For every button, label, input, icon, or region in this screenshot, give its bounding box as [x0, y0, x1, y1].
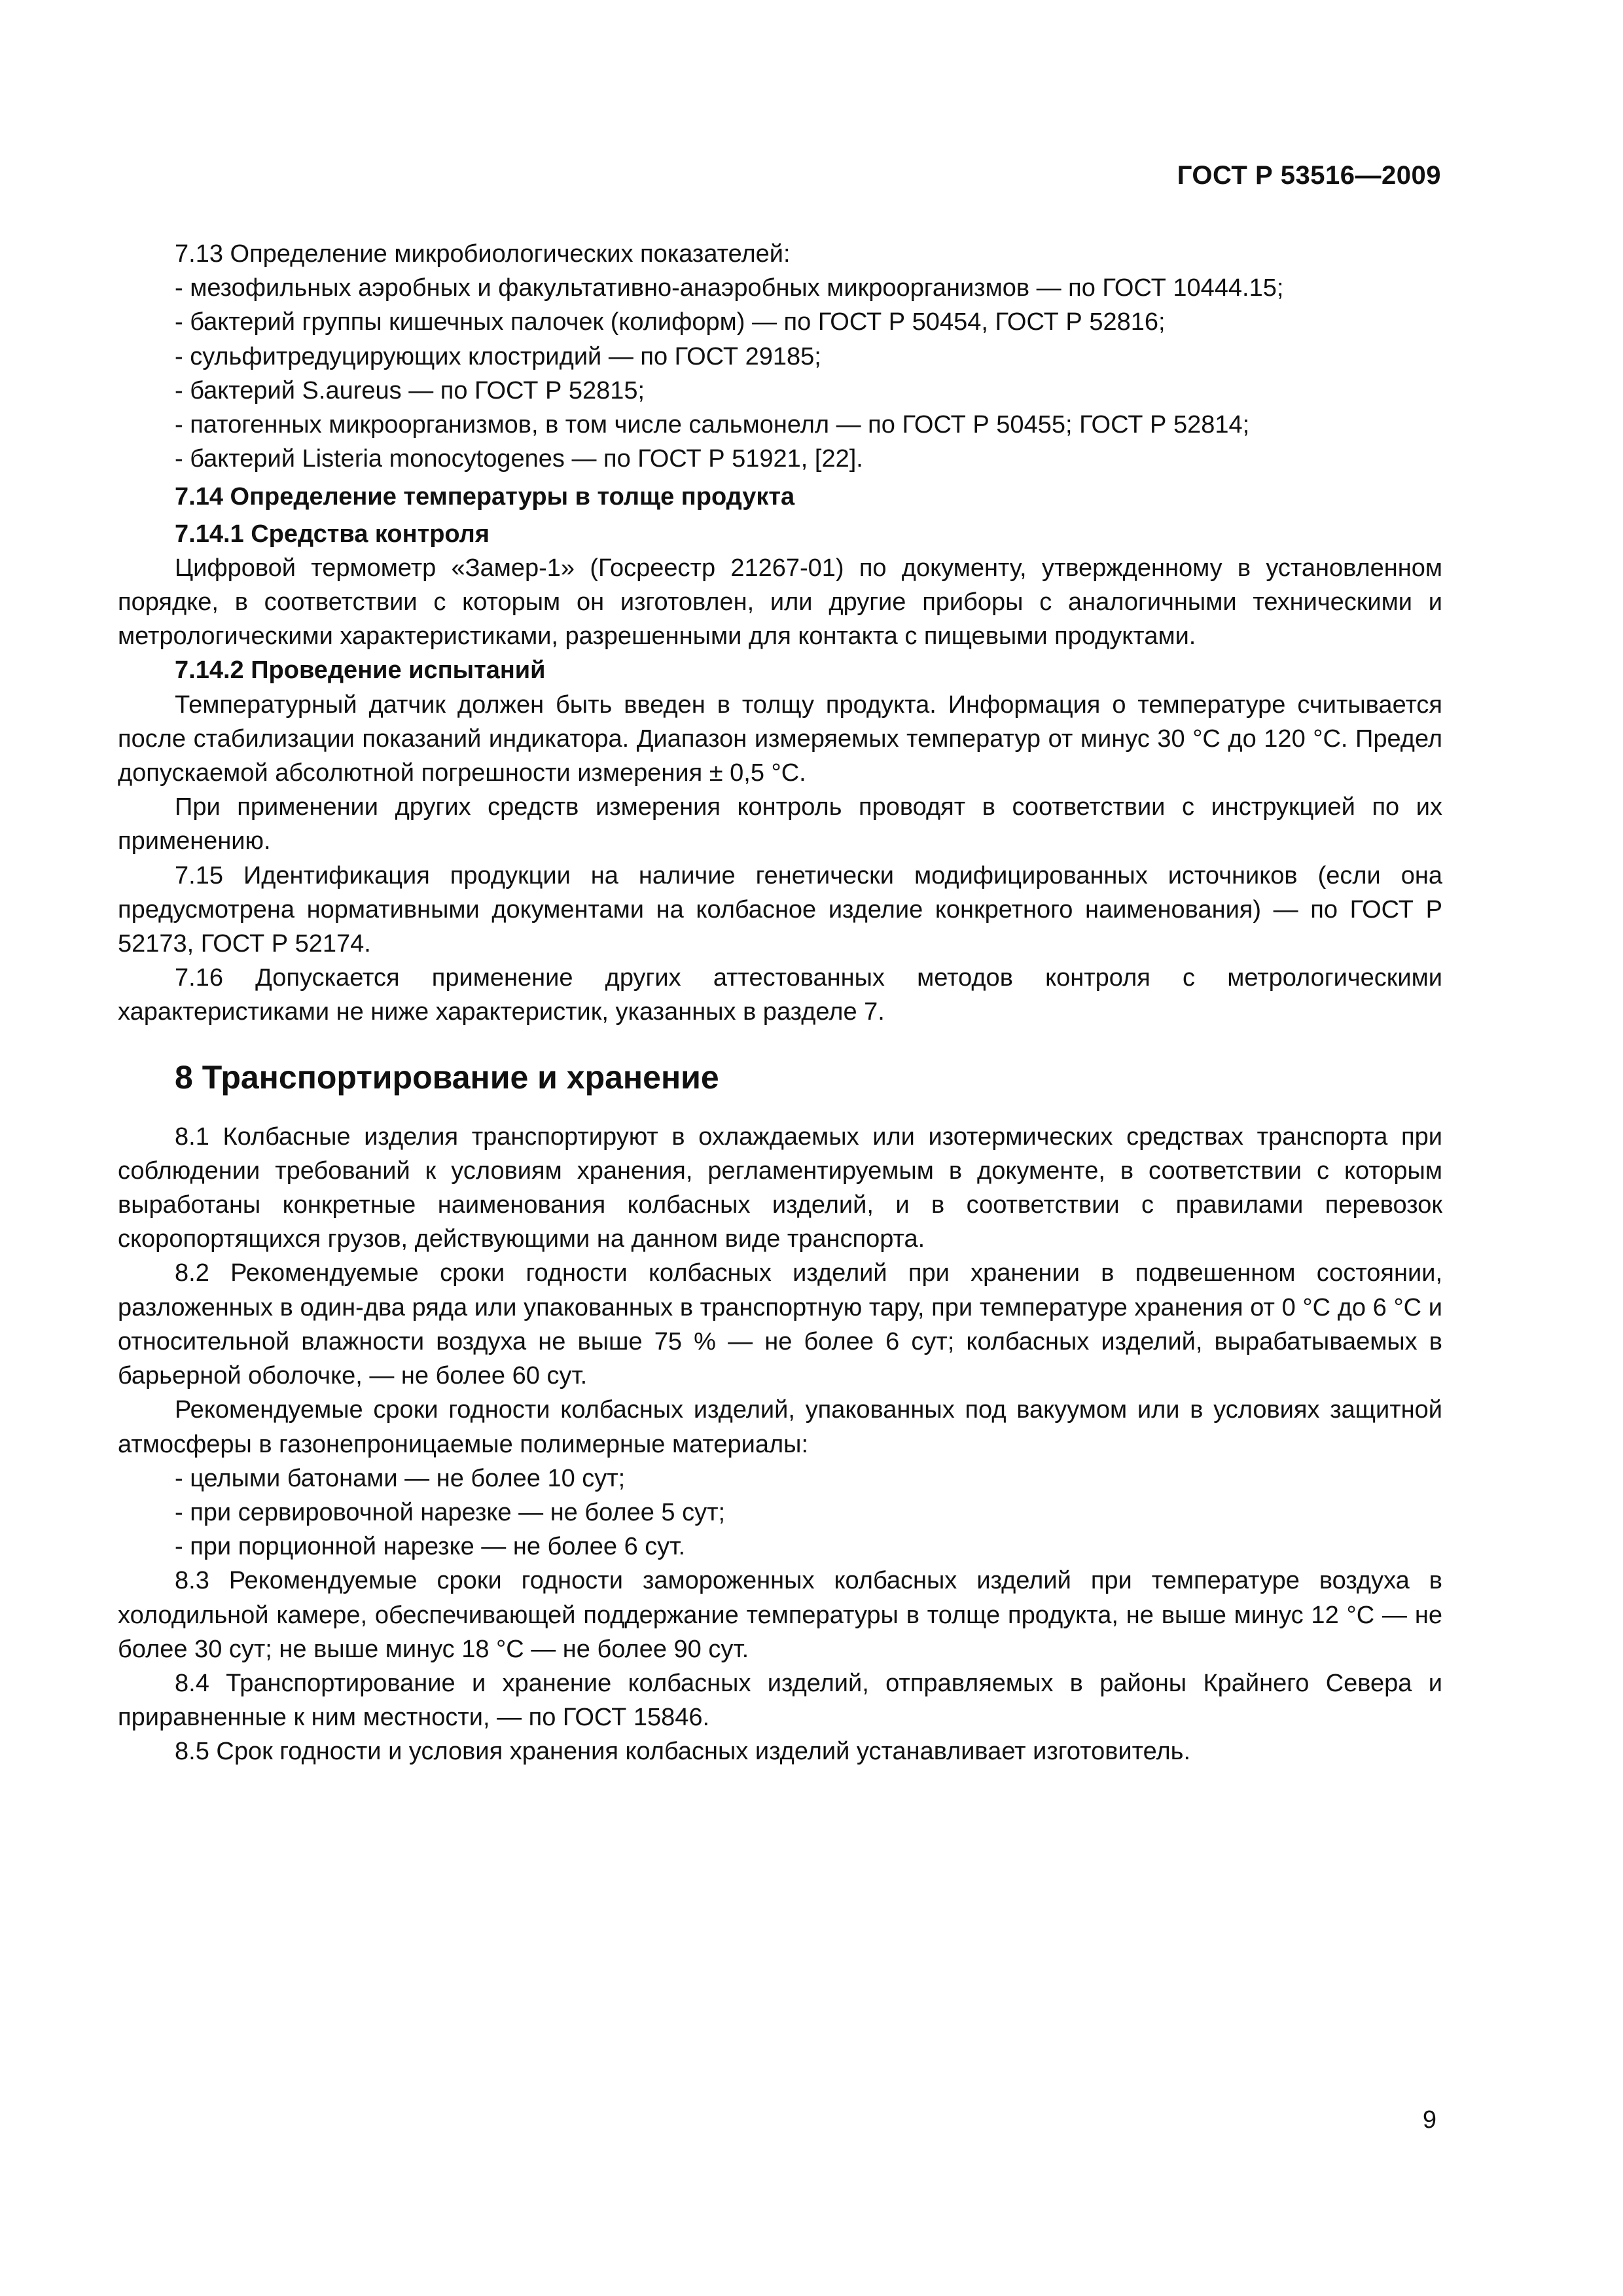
clause-8-3: 8.3 Рекомендуемые сроки годности замороженных колбасных изделий при температуре воздуха в холодильной камере, обеспечивающей поддержание температуры в толще продукта, не выше минус 12 °С — не более 30 сут; не выше минус 18 °С — не более 90 сут. — [118, 1567, 1442, 1663]
clause-7-14-2-text: Температурный датчик должен быть введен в толщу продукта. Информация о температуре считывается после стабилизации показаний индикатора. Диапазон измеряемых температур от минус 30 °С до 120 °С. Предел допускаемой абсолютной погрешности измерения ± 0,5 °С. — [118, 691, 1442, 787]
clause-7-13-intro: 7.13 Определение микробиологических показателей: — [175, 240, 791, 268]
list-item: - при порционной нарезке — не более 6 сут. — [175, 1533, 686, 1561]
clause-8-1: 8.1 Колбасные изделия транспортируют в охлаждаемых или изотермических средствах транспорта при соблюдении требований к условиям хранения, регламентируемым в документе, в соответствии с которым выработаны конкретные наименования колбасных изделий, и в соответствии с правилами перевозок скоропортящихся грузов, действующими на данном виде транспорта. — [118, 1122, 1442, 1253]
list-item: - бактерий S.aureus — по ГОСТ Р 52815; — [175, 376, 645, 404]
clause-7-14-1-heading: 7.14.1 Средства контроля — [175, 520, 490, 548]
clause-7-14-2-text-2: При применении других средств измерения контроль проводят в соответствии с инструкцией по их применению. — [118, 793, 1442, 855]
list-item: - бактерий группы кишечных палочек (колиформ) — по ГОСТ Р 50454, ГОСТ Р 52816; — [175, 308, 1166, 336]
list-item: - при сервировочной нарезке — не более 5 сут; — [175, 1498, 726, 1526]
clause-7-14-2-heading: 7.14.2 Проведение испытаний — [175, 656, 546, 685]
document-code: ГОСТ Р 53516—2009 — [1177, 161, 1441, 190]
section-8-title: 8 Транспортирование и хранение — [175, 1058, 719, 1096]
clause-8-2-packaged: Рекомендуемые сроки годности колбасных изделий, упакованных под вакуумом или в условиях защитной атмосферы в газонепроницаемые полимерные материалы: — [118, 1396, 1442, 1458]
clause-8-2: 8.2 Рекомендуемые сроки годности колбасных изделий при хранении в подвешенном состоянии, разложенных в один-два ряда или упакованных в транспортную тару, при температуре хранения от 0 °С до 6 °С и относительной влажности воздуха не выше 75 % — не более 6 сут; колбасных изделий, вырабатываемых в барьерной оболочке, — не более 60 сут. — [118, 1259, 1442, 1390]
list-item: - мезофильных аэробных и факультативно-анаэробных микроорганизмов — по ГОСТ 10444.15; — [175, 274, 1284, 302]
list-item: - патогенных микроорганизмов, в том числе сальмонелл — по ГОСТ Р 50455; ГОСТ Р 52814; — [175, 411, 1250, 439]
list-item: - бактерий Listeria monocytogenes — по ГОСТ Р 51921, [22]. — [175, 445, 863, 473]
page-number: 9 — [1422, 2106, 1436, 2134]
clause-7-16: 7.16 Допускается применение других аттестованных методов контроля с метрологическими характеристиками не ниже характеристик, указанных в разделе 7. — [118, 964, 1442, 1026]
clause-8-4: 8.4 Транспортирование и хранение колбасных изделий, отправляемых в районы Крайнего Севера и приравненные к ним местности, — по ГОСТ 15846. — [118, 1669, 1442, 1732]
document-body — [118, 237, 1442, 1769]
clause-8-5: 8.5 Срок годности и условия хранения колбасных изделий устанавливает изготовитель. — [175, 1738, 1191, 1766]
list-item: - целыми батонами — не более 10 сут; — [175, 1464, 626, 1492]
list-item: - сульфитредуцирующих клостридий — по ГОСТ 29185; — [175, 342, 821, 370]
clause-7-14-1-text: Цифровой термометр «Замер-1» (Госреестр 21267-01) по документу, утвержденному в установленном порядке, в соответствии с которым он изготовлен, или другие приборы с аналогичными техническими и метрологическими характеристиками, разрешенными для контакта с пищевыми продуктами. — [118, 554, 1442, 651]
clause-7-14-heading: 7.14 Определение температуры в толще продукта — [175, 483, 795, 511]
clause-7-15: 7.15 Идентификация продукции на наличие генетически модифицированных источников (если она предусмотрена нормативными документами на колбасное изделие конкретного наименования) — по ГОСТ Р 52173, ГОСТ Р 52174. — [118, 861, 1442, 958]
